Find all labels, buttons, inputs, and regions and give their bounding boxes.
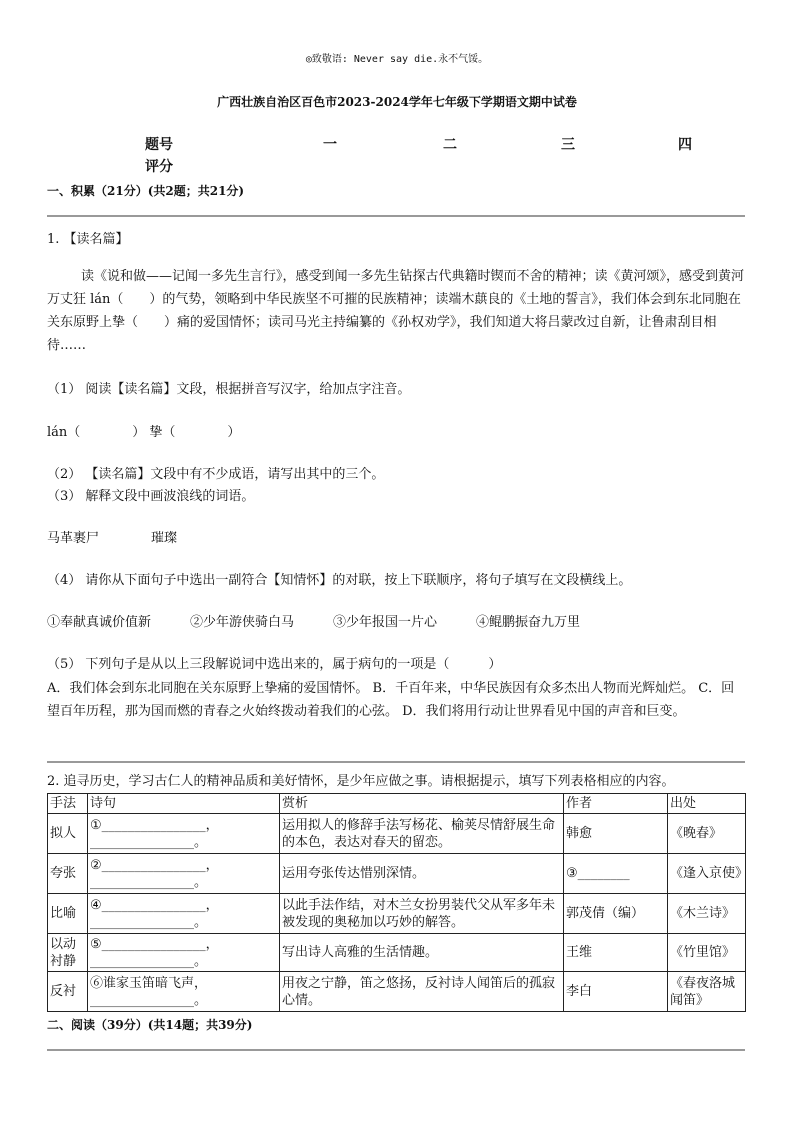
verse-blank-cell[interactable]: ⑤________________，________________。	[88, 934, 280, 972]
table-header-row	[48, 794, 746, 814]
score-col-2: 二	[443, 137, 457, 153]
divider	[47, 215, 745, 217]
question-1-passage: 读《说和做——记闻一多先生言行》，感受到闻一多先生钻探古代典籍时锲而不舍的精神；读《黄河颂》，感受到黄河万丈狂 lán（ ）的气势，领略到中华民族坚不可摧的民族精神；读端木蕻良的《土地的誓言》，我们体会到东北同胞在关东原野上挚（ ）痛的爱国情怀；读司马光主持编纂的《孙权劝学》，我们知道大将吕蒙改过自新，让鲁肃刮目相待……	[47, 269, 745, 353]
score-col-3: 三	[561, 137, 575, 153]
author-cell: 郭茂倩（编）	[564, 894, 668, 934]
score-col-1: 一	[323, 137, 337, 153]
score-row2-label: 评分	[145, 159, 173, 175]
analysis-cell: 运用拟人的修辞手法写杨花、榆荚尽情舒展生命的本色，表达对春天的留恋。	[280, 814, 564, 854]
source-cell: 《春夜洛城闻笛》	[668, 972, 746, 1012]
question-1-sub3-words: 马革裹尸 璀璨	[47, 531, 178, 546]
method-cell: 以动衬静	[48, 934, 88, 972]
method-cell: 夸张	[48, 854, 88, 894]
method-cell: 比喻	[48, 894, 88, 934]
divider	[47, 1049, 745, 1051]
author-cell: 李白	[564, 972, 668, 1012]
source-cell: 《逢入京使》	[668, 854, 746, 894]
analysis-cell: 运用夸张传达惜别深情。	[280, 854, 564, 894]
poetry-table	[47, 793, 749, 1012]
score-table	[0, 132, 794, 176]
source-cell: 《竹里馆》	[668, 934, 746, 972]
table-row	[48, 972, 746, 1012]
divider	[47, 761, 745, 763]
verse-blank-cell[interactable]: ②________________，________________。	[88, 854, 280, 894]
table-row	[48, 814, 746, 854]
table-row	[48, 894, 746, 934]
motto: ◎致敬语: Never say die.永不气馁。	[305, 54, 489, 65]
source-cell: 《晚春》	[668, 814, 746, 854]
verse-blank-cell[interactable]: ⑥谁家玉笛暗飞声，________________。	[88, 972, 280, 1012]
table-header: 诗句	[88, 794, 280, 814]
score-row-label: 题号	[145, 137, 173, 153]
question-1-label: 1. 【读名篇】	[47, 232, 129, 247]
question-1-sub3: （3） 解释文段中画波浪线的词语。	[47, 489, 255, 504]
question-1-sub2: （2） 【读名篇】文段中有不少成语，请写出其中的三个。	[47, 467, 385, 482]
table-header: 作者	[564, 794, 668, 814]
section-1-heading: 一、积累（21分）(共2题；共21分)	[47, 184, 245, 198]
verse-blank-cell[interactable]: ①________________，________________。	[88, 814, 280, 854]
question-1-sub5-options: A．我们体会到东北同胞在关东原野上挚痛的爱国情怀。 B．千百年来，中华民族因有众多杰出人物而光辉灿烂。 C．回望百年历程，那为国而燃的青春之火始终拨动着我们的心弦。 D．我们将用行动让世界看见中国的声音和巨变。	[47, 681, 735, 719]
question-1-sub1: （1） 阅读【读名篇】文段，根据拼音写汉字，给加点字注音。	[47, 382, 411, 397]
author-blank-cell[interactable]: ③________	[564, 854, 668, 894]
author-cell: 韩愈	[564, 814, 668, 854]
verse-blank-cell[interactable]: ④________________，________________。	[88, 894, 280, 934]
method-cell: 拟人	[48, 814, 88, 854]
question-1-sub4-options: ①奉献真诚价值新 ②少年游侠骑白马 ③少年报国一片心 ④鲲鹏振奋九万里	[47, 615, 581, 630]
table-row	[48, 934, 746, 972]
question-1-sub1-answer[interactable]: lán（ ） 挚（ ）	[47, 425, 241, 440]
question-1-sub4: （4） 请你从下面句子中选出一副符合【知情怀】的对联，按上下联顺序，将句子填写在文段横线上。	[47, 573, 632, 588]
analysis-cell: 用夜之宁静，笛之悠扬，反衬诗人闻笛后的孤寂心情。	[280, 972, 564, 1012]
table-header: 出处	[668, 794, 746, 814]
analysis-cell: 以此手法作结，对木兰女扮男装代父从军多年未被发现的奥秘加以巧妙的解答。	[280, 894, 564, 934]
table-header: 赏析	[280, 794, 564, 814]
author-cell: 王维	[564, 934, 668, 972]
table-row	[48, 854, 746, 894]
source-cell: 《木兰诗》	[668, 894, 746, 934]
exam-title: 广西壮族自治区百色市2023-2024学年七年级下学期语文期中试卷	[217, 95, 577, 109]
question-2-label: 2. 追寻历史，学习古仁人的精神品质和美好情怀，是少年应做之事。请根据提示，填写下列表格相应的内容。	[47, 774, 675, 789]
score-col-4: 四	[678, 137, 692, 153]
method-cell: 反衬	[48, 972, 88, 1012]
section-2-heading: 二、阅读（39分）(共14题；共39分)	[47, 1018, 253, 1032]
table-header: 手法	[48, 794, 88, 814]
analysis-cell: 写出诗人高雅的生活情趣。	[280, 934, 564, 972]
question-1-sub5: （5） 下列句子是从以上三段解说词中选出来的，属于病句的一项是（ ）	[47, 657, 502, 672]
